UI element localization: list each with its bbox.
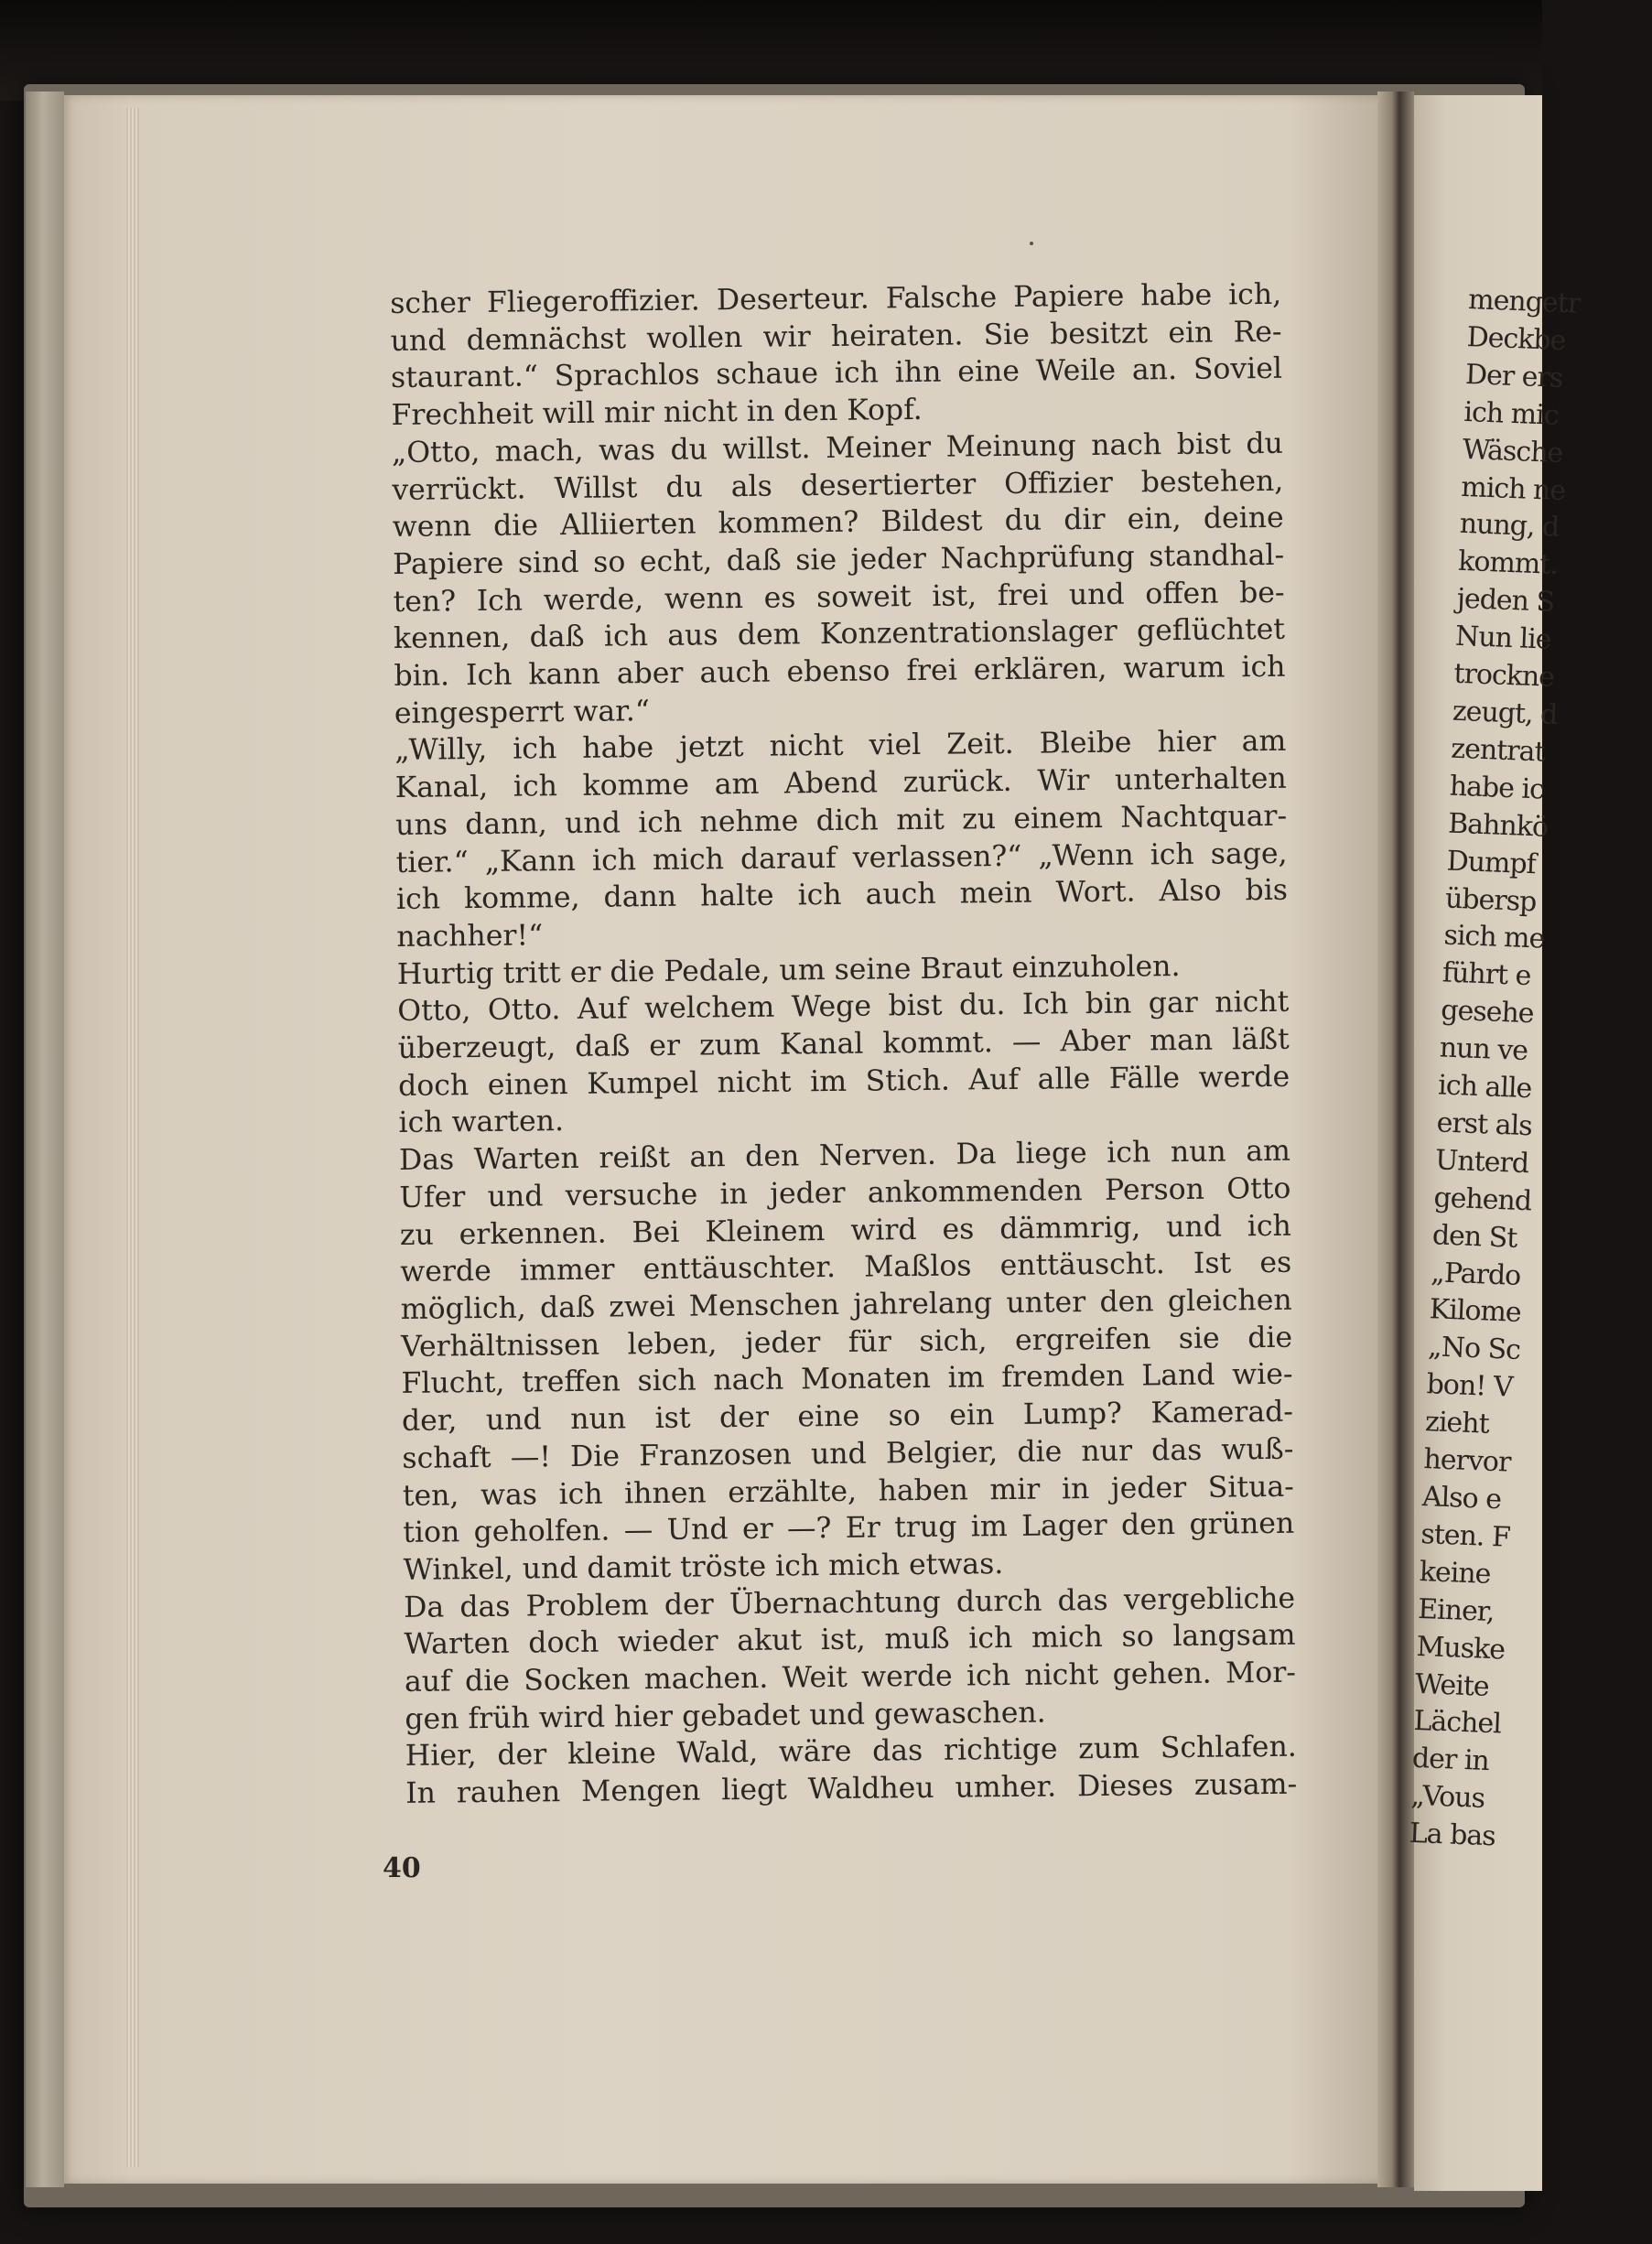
facing-line: habe ic [1449, 770, 1545, 806]
text-line: verrückt. Willst du als desertierter Offizier bestehen, [392, 464, 1284, 507]
facing-line: keine [1419, 1555, 1492, 1591]
facing-line: ich alle [1437, 1069, 1532, 1106]
text-line: Papiere sind so echt, daß sie jeder Nachprüfung standhal- [393, 538, 1285, 581]
facing-line: kommt. [1457, 545, 1559, 582]
text-line: scher Fliegeroffizier. Deserteur. Falsche Papiere habe ich, [390, 277, 1282, 320]
text-line: möglich, daß zwei Menschen jahrelang unter den gleichen [400, 1283, 1292, 1326]
facing-line: zentrat [1450, 732, 1546, 769]
facing-line: Kilome [1429, 1293, 1522, 1330]
facing-line: Lächel [1412, 1705, 1502, 1741]
text-line: kennen, daß ich aus dem Konzentrationslager geflüchtet [393, 613, 1286, 656]
text-line: Verhältnissen leben, jeder für sich, ergreifen sie die [400, 1321, 1293, 1364]
facing-line: zieht [1424, 1406, 1490, 1440]
text-line: „Willy, ich habe jetzt nicht viel Zeit. Bleibe hier am [394, 725, 1287, 768]
facing-line: Muske [1416, 1630, 1506, 1667]
text-line: Hier, der kleine Wald, wäre das richtige zum Schlafen. [405, 1731, 1297, 1774]
facing-line: nung, d [1459, 508, 1560, 545]
text-line: auf die Socken machen. Weit werde ich nicht gehen. Mor- [404, 1656, 1297, 1699]
text-line: Frechheit will mir nicht in den Kopf. [391, 394, 923, 433]
facing-line: übersp [1444, 882, 1537, 918]
text-line: In rauhen Mengen liegt Waldheu umher. Dieses zusam- [405, 1767, 1298, 1811]
facing-line: Der ers [1464, 358, 1563, 394]
facing-line: jeden S [1456, 583, 1555, 620]
facing-line: ich mic [1463, 395, 1560, 432]
text-line: Otto, Otto. Auf welchem Wege bist du. Ich bin gar nicht [397, 986, 1290, 1029]
facing-line: Nun lie [1454, 620, 1552, 656]
facing-line: den St [1431, 1218, 1518, 1255]
facing-line: „Pardo [1430, 1256, 1521, 1292]
text-line: zu erkennen. Bei Kleinem wird es dämmrig, und ich [399, 1209, 1292, 1252]
text-line: Ufer und versuche in jeder ankommenden Person Otto [399, 1171, 1291, 1214]
facing-line: Also e [1421, 1481, 1502, 1516]
facing-line: „Vous [1409, 1780, 1485, 1816]
facing-line: sich me [1442, 919, 1546, 956]
text-line: Flucht, treffen sich nach Monaten im fremden Land wie- [401, 1358, 1293, 1401]
facing-line: mengetr [1467, 283, 1581, 320]
facing-line: Weite [1414, 1667, 1490, 1703]
text-line: ten? Ich werde, wenn es soweit ist, frei und offen be- [393, 576, 1285, 619]
text-line: Warten doch wieder akut ist, muß ich mich so langsam [404, 1619, 1296, 1662]
text-line: bin. Ich kann aber auch ebenso frei erklären, warum ich [394, 650, 1286, 694]
page-stack-edge [126, 108, 139, 2167]
text-line: Das Warten reißt an den Nerven. Da liege ich nun am [398, 1134, 1291, 1178]
page-text [390, 276, 1297, 1813]
facing-line: Deckbe [1466, 320, 1567, 357]
text-line: staurant.“ Sprachlos schaue ich ihn eine Weile an. Soviel [390, 352, 1283, 395]
text-line: tier.“ „Kann ich mich darauf verlassen?“ „Wenn ich sage, [395, 836, 1288, 879]
text-line: uns dann, und ich nehme dich mit zu einem Nachtquar- [394, 799, 1288, 842]
facing-line: La bas [1409, 1817, 1496, 1853]
text-line: Da das Problem der Übernachtung durch das vergebliche [403, 1581, 1296, 1624]
facing-line: Einer, [1417, 1592, 1495, 1628]
facing-line: trockne [1452, 657, 1555, 694]
facing-line: erst als [1436, 1106, 1533, 1143]
facing-line: hervor [1422, 1443, 1511, 1479]
facing-line: Bahnkö [1447, 807, 1549, 844]
book-board-edge [26, 92, 64, 2187]
text-line: und demnächst wollen wir heiraten. Sie besitzt ein Re- [390, 315, 1282, 358]
facing-line: gesehe [1440, 994, 1535, 1030]
text-line: ich komme, dann halte ich auch mein Wort. Also bis [395, 874, 1289, 917]
text-line: überzeugt, daß er zum Kanal kommt. — Aber man läßt [397, 1022, 1290, 1066]
facing-line: bon! V [1426, 1368, 1514, 1404]
facing-line: mich ne [1460, 470, 1566, 507]
text-line: gen früh wird hier gebadet und gewaschen. [405, 1696, 1046, 1736]
text-line: ich warten. [398, 1105, 565, 1140]
text-line: doch einen Kumpel nicht im Stich. Auf alle Fälle werde [397, 1060, 1290, 1103]
book-gutter [1377, 92, 1414, 2187]
text-line: tion geholfen. — Und er —? Er trug im Lager den grünen [403, 1506, 1295, 1550]
facing-line: Dumpf [1446, 845, 1537, 880]
facing-line: Wäsche [1462, 433, 1563, 469]
text-line: Hurtig tritt er die Pedale, um seine Braut einzuholen. [396, 949, 1181, 991]
facing-line: „No Sc [1427, 1331, 1521, 1367]
text-line: nachher!“ [396, 919, 544, 954]
paper-speck [1030, 242, 1033, 245]
facing-line: zeugt, d [1452, 695, 1558, 732]
text-line: der, und nun ist der eine so ein Lump? Kamerad- [401, 1395, 1294, 1439]
facing-page-text [1409, 282, 1652, 1860]
text-line: eingesperrt war.“ [394, 694, 651, 730]
text-line: Kanal, ich komme am Abend zurück. Wir unterhalten [394, 761, 1287, 805]
facing-line: Unterd [1434, 1144, 1529, 1181]
facing-line: der in [1411, 1742, 1490, 1778]
facing-line: nun ve [1439, 1031, 1528, 1068]
facing-line: führt e [1441, 956, 1532, 993]
text-line: „Otto, mach, was du willst. Meiner Meinung nach bist du [391, 426, 1284, 469]
page-number: 40 [383, 1852, 421, 1884]
text-line: wenn die Alliierten kommen? Bildest du dir ein, deine [392, 502, 1284, 545]
facing-page [1409, 95, 1581, 2191]
text-line: Winkel, und damit tröste ich mich etwas. [403, 1547, 1004, 1587]
facing-line: sten. F [1420, 1517, 1511, 1554]
facing-line: gehend [1432, 1181, 1532, 1218]
text-line: werde immer enttäuschter. Maßlos enttäuscht. Ist es [400, 1246, 1292, 1289]
text-line: ten, was ich ihnen erzählte, haben mir in jeder Situa- [402, 1470, 1294, 1513]
text-line: schaft —! Die Franzosen und Belgier, die nur das wuß- [402, 1432, 1294, 1475]
